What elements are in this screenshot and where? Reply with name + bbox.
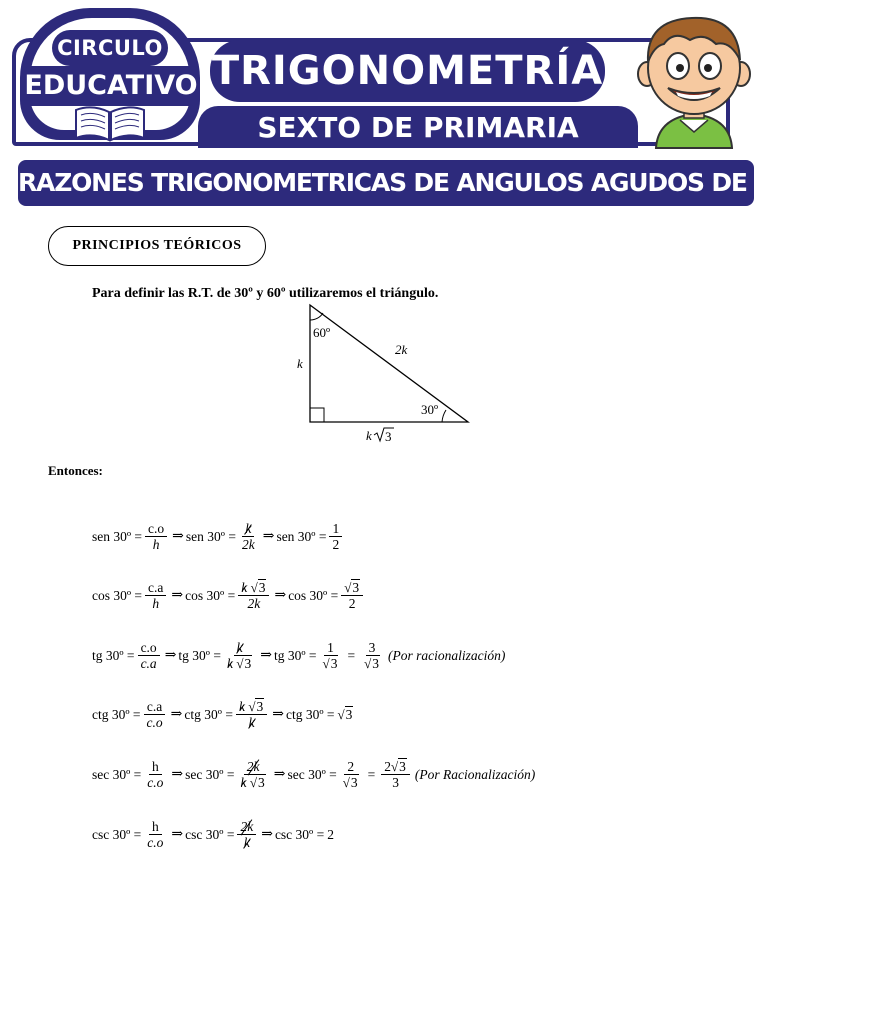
open-book-icon xyxy=(72,104,148,144)
tg-note: (Por racionalización) xyxy=(387,647,506,663)
implies-arrow-icon: ⇒ xyxy=(164,648,177,663)
section-label: PRINCIPIOS TEÓRICOS xyxy=(48,226,266,266)
kid-mascot-icon xyxy=(634,10,754,148)
sec-sub-fraction: $\frac{2k}{k √3}$ xyxy=(240,759,265,790)
equation-ctg-30: ctg 30º = $\frac{c.a}{c.o}$ ⇒ ctg 30º = $\frac{k √3}{k}$ ⇒ ctg 30º = √3 xyxy=(92,699,353,730)
implies-arrow-icon: ⇒ xyxy=(262,529,275,544)
implies-arrow-icon: ⇒ xyxy=(171,588,184,603)
ctg-sub-fraction: $\frac{k √3}{k}$ xyxy=(236,699,267,730)
sen-def-fraction: $\frac{c.o}{h}$ xyxy=(145,521,167,552)
csc-sub-fraction: $\frac{2k}{k}$ xyxy=(237,819,256,850)
equation-csc-30: csc 30º = $\frac{h}{c.o}$ ⇒ csc 30º = $\frac{2k}{k}$ ⇒ csc 30º = 2 xyxy=(92,819,334,850)
csc-result: 2 xyxy=(327,826,334,842)
sec-result-fraction: $\frac{2}{√3}$ xyxy=(342,759,358,790)
entonces-label: Entonces: xyxy=(48,463,103,478)
implies-arrow-icon: ⇒ xyxy=(261,827,273,842)
csc-def-fraction: $\frac{h}{c.o}$ xyxy=(147,819,164,850)
hypotenuse-label: 2k xyxy=(395,342,408,357)
triangle-diagram xyxy=(288,300,488,450)
sen-sub-fraction: $\frac{k}{2k}$ xyxy=(241,521,255,552)
logo-educativo-text: EDUCATIVO xyxy=(24,66,198,106)
cos-result-fraction: $\frac{√3}{2}$ xyxy=(341,580,363,611)
page-title: TRIGONOMETRÍA xyxy=(210,40,605,102)
implies-arrow-icon: ⇒ xyxy=(171,827,184,842)
sec-note: (Por Racionalización) xyxy=(414,766,536,782)
implies-arrow-icon: ⇒ xyxy=(260,648,272,663)
implies-arrow-icon: ⇒ xyxy=(171,767,184,782)
logo-circulo-text: CIRCULO xyxy=(52,30,168,66)
implies-arrow-icon: ⇒ xyxy=(273,767,286,782)
cos-sub-fraction: $\frac{k √3}{2k}$ xyxy=(238,580,269,611)
implies-arrow-icon: ⇒ xyxy=(272,707,284,722)
equation-sen-30: sen 30º = $\frac{c.o}{h}$ ⇒ sen 30º = $\frac{k}{2k}$ ⇒ sen 30º = $\frac{1}{2}$ xyxy=(92,521,345,552)
implies-arrow-icon: ⇒ xyxy=(172,529,184,544)
tg-def-fraction: $\frac{c.o}{c.a}$ xyxy=(138,640,160,671)
sec-def-fraction: $\frac{h}{c.o}$ xyxy=(147,759,164,790)
angle-60-label: 60º xyxy=(313,325,331,340)
intro-text: Para definir las R.T. de 30º y 60º utilizaremos el triángulo. xyxy=(92,286,439,301)
base-root-label: 3 xyxy=(385,429,392,444)
equation-sec-30: sec 30º = $\frac{h}{c.o}$ ⇒ sec 30º = $\frac{2k}{k √3}$ ⇒ sec 30º = $\frac{2}{√3}$ = $\frac{2√3}{3}$ (Por Racionalización) xyxy=(92,759,536,790)
equation-cos-30: cos 30º = $\frac{c.a}{h}$ ⇒ cos 30º = $\frac{k √3}{2k}$ ⇒ cos 30º = $\frac{√3}{2}$ xyxy=(92,580,366,611)
grade-subtitle: SEXTO DE PRIMARIA xyxy=(198,106,638,148)
ctg-result-root: √3 xyxy=(337,706,353,722)
implies-arrow-icon: ⇒ xyxy=(170,707,183,722)
cos-def-fraction: $\frac{c.a}{h}$ xyxy=(145,580,166,611)
implies-arrow-icon: ⇒ xyxy=(274,588,287,603)
topic-banner: RAZONES TRIGONOMETRICAS DE ANGULOS AGUDOS DE 30º Y 60º xyxy=(18,160,754,206)
sen-lhs: sen 30º = xyxy=(92,528,143,544)
ctg-def-fraction: $\frac{c.a}{c.o}$ xyxy=(144,699,166,730)
side-k-label: k xyxy=(297,356,303,371)
tg-sub-fraction: $\frac{k}{k √3}$ xyxy=(226,640,252,671)
equation-tg-30: tg 30º = $\frac{c.o}{c.a}$ ⇒ tg 30º = $\frac{k}{k √3}$ ⇒ tg 30º = $\frac{1}{√3}$ = $\frac{3}{√3}$ (Por racionalización) xyxy=(92,640,506,671)
angle-30-label: 30º xyxy=(421,402,439,417)
tg-rationalized-fraction: $\frac{3}{√3}$ xyxy=(364,640,379,671)
sen-result-fraction: $\frac{1}{2}$ xyxy=(329,521,342,552)
base-k-label: k xyxy=(366,428,372,443)
sec-rationalized-fraction: $\frac{2√3}{3}$ xyxy=(381,759,410,790)
tg-result-fraction: $\frac{1}{√3}$ xyxy=(322,640,338,671)
